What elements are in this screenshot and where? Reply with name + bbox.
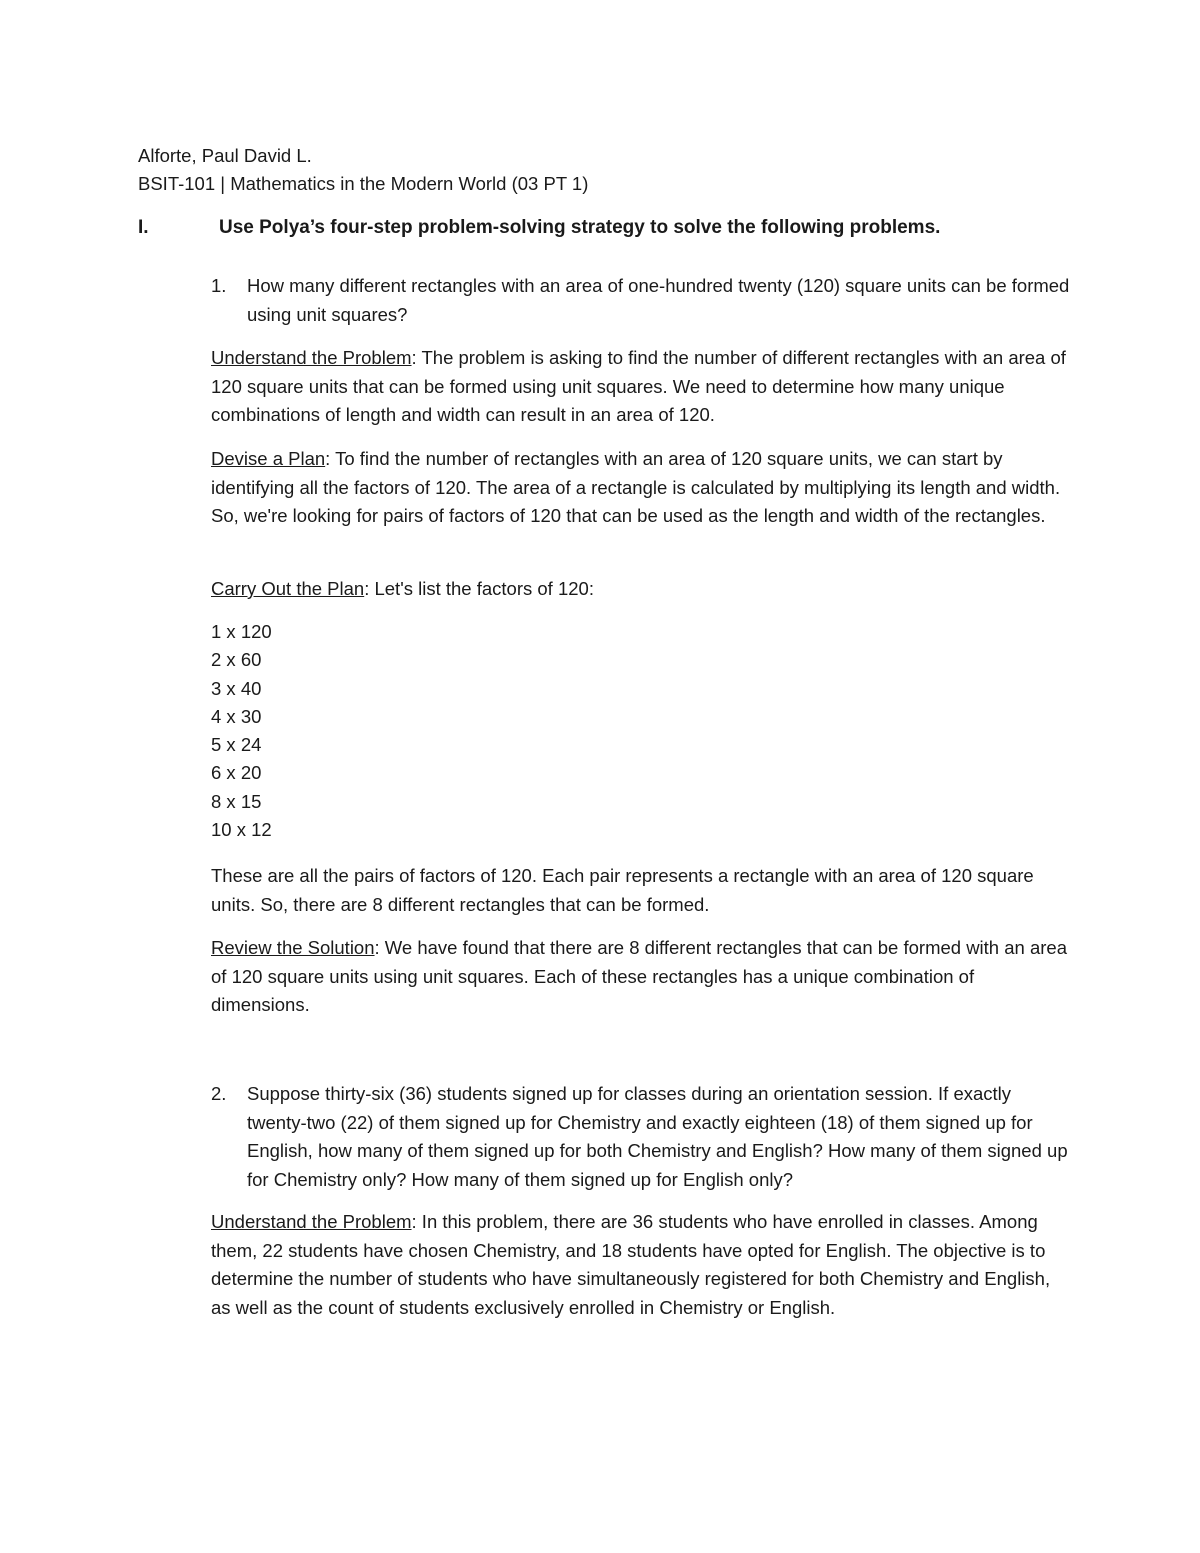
plan-label: Devise a Plan <box>211 448 326 469</box>
problem-2-question-text: Suppose thirty-six (36) students signed up for classes during an orientation session. If exactly twenty-two (22) of them signed up for Chemistry and exactly eighteen (18) of them signed up for English, how many of them signed up for both Chemistry and English? How many of them signed up for Chemistry only? How many of them signed up for English only? <box>247 1083 1068 1190</box>
review-text: : We have found that there are 8 different rectangles that can be formed with an area of 120 square units using unit squares. Each of these rectangles has a unique combination of dimensions. <box>211 937 1067 1016</box>
understand-label: Understand the Problem <box>211 347 412 368</box>
factor-pair: 4 x 30 <box>211 705 262 727</box>
author-name: Alforte, Paul David L. <box>138 145 312 166</box>
factor-list <box>211 618 272 844</box>
review-label: Review the Solution <box>211 937 375 958</box>
problem-1-carry-out <box>211 575 1071 604</box>
problem-1-question <box>211 272 1071 329</box>
carry-label: Carry Out the Plan <box>211 578 365 599</box>
problem-1-understand <box>211 344 1071 430</box>
section-title: Use Polya’s four-step problem-solving strategy to solve the following problems. <box>219 217 941 238</box>
factor-pair: 5 x 24 <box>211 734 262 756</box>
problem-1-number: 1. <box>211 275 227 296</box>
problem-2-question <box>211 1080 1071 1194</box>
understand-label-2: Understand the Problem <box>211 1211 412 1232</box>
understand-text-2: : In this problem, there are 36 students who have enrolled in classes. Among them, 22 students have chosen Chemistry, and 18 students have opted for English. The objective is to determine the number of students who have simultaneously registered for both Chemistry and English, as well as the count of students exclusively enrolled in Chemistry or English. <box>211 1211 1051 1318</box>
problem-1-plan <box>211 445 1071 531</box>
factor-pair: 1 x 120 <box>211 621 272 642</box>
factor-pair: 8 x 15 <box>211 790 262 812</box>
problem-1-conclusion: These are all the pairs of factors of 120. Each pair represents a rectangle with an area of 120 square units. So, there are 8 different rectangles that can be formed. <box>211 865 1034 915</box>
carry-text: : Let's list the factors of 120: <box>364 578 594 599</box>
problem-1-review <box>211 934 1071 1020</box>
problem-1-question-text: How many different rectangles with an area of one-hundred twenty (120) square units can be formed using unit squares? <box>247 275 1070 325</box>
problem-2-number: 2. <box>211 1083 227 1104</box>
factor-pair: 3 x 40 <box>211 677 262 699</box>
understand-text: : The problem is asking to find the number of different rectangles with an area of 120 square units that can be formed using unit squares. We need to determine how many unique combinations of length and width can result in an area of 120. <box>211 347 1066 426</box>
problem-2-understand <box>211 1208 1071 1322</box>
section-number: I. <box>138 217 149 238</box>
plan-text: : To find the number of rectangles with an area of 120 square units, we can start by identifying all the factors of 120. The area of a rectangle is calculated by multiplying its length and width. So, we're looking for pairs of factors of 120 that can be used as the length and width of the rectangles. <box>211 448 1061 527</box>
factor-pair: 2 x 60 <box>211 649 262 671</box>
factor-pair: 6 x 20 <box>211 762 262 784</box>
course-title: BSIT-101 | Mathematics in the Modern World (03 PT 1) <box>138 173 589 194</box>
factor-pair: 10 x 12 <box>211 819 272 841</box>
section-heading <box>138 213 940 243</box>
